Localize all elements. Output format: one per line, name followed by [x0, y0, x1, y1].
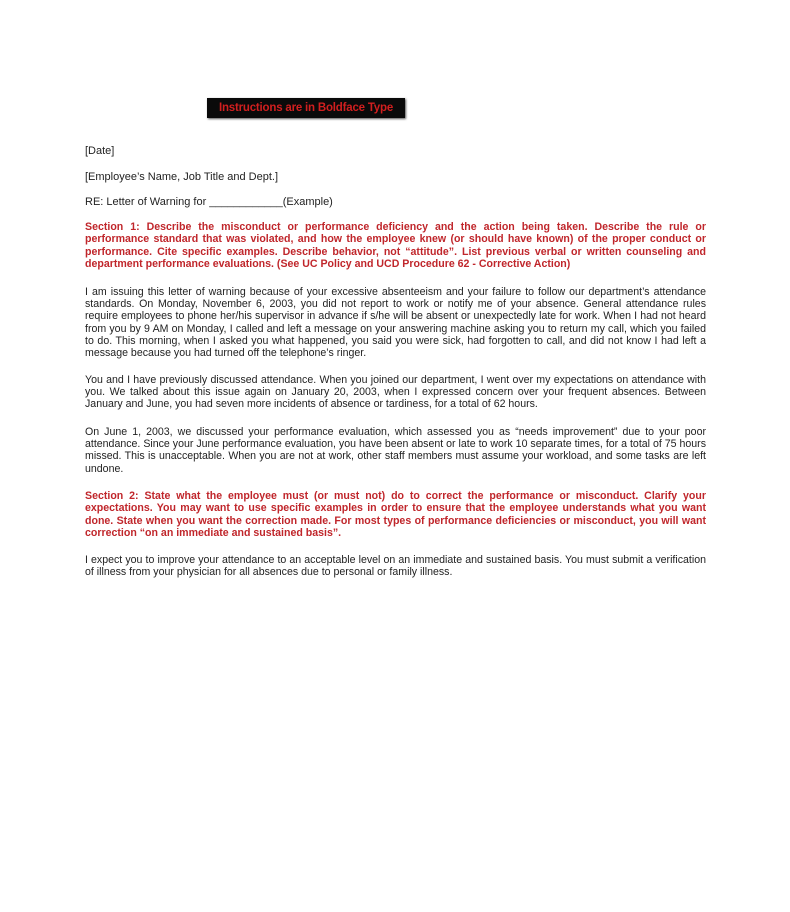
date-placeholder: [Date] [85, 145, 115, 157]
body-paragraph-3: On June 1, 2003, we discussed your performance evaluation, which assessed you as “needs improvement” due to your poor attendance. Since your June performance evaluation, you have been absent or late to work 10 separate times, for a total of 75 hours missed. This is unacceptable. When you are not at work, other staff members must assume your workload, and some tasks are left undone. [85, 426, 706, 475]
re-line: RE: Letter of Warning for ____________(Example) [85, 196, 333, 208]
instructions-banner: Instructions are in Boldface Type [207, 98, 405, 118]
body-paragraph-2: You and I have previously discussed attendance. When you joined our department, I went over my expectations on attendance with you. We talked about this issue again on January 20, 2003, when I expressed concern over your frequent absences. Between January and June, you had seven more incidents of absence or tardiness, for a total of 62 hours. [85, 374, 706, 411]
section1-instructions: Section 1: Describe the misconduct or performance deficiency and the action being taken. Describe the rule or performance standard that was violated, and how the employee knew (or should have known) of the proper conduct or performance. Cite specific examples. Describe behavior, not “attitude”. List previous verbal or written counseling and department performance evaluations. (See UC Policy and UCD Procedure 62 - Corrective Action) [85, 221, 706, 270]
employee-placeholder: [Employee’s Name, Job Title and Dept.] [85, 171, 279, 183]
section2-instructions: Section 2: State what the employee must (or must not) do to correct the performance or misconduct. Clarify your expectations. You may want to use specific examples in order to ensure that the employee understands what you want done. State when you want the correction made. For most types of performance deficiencies or misconduct, you will want correction “on an immediate and sustained basis”. [85, 490, 706, 539]
closing-paragraph: I expect you to improve your attendance to an acceptable level on an immediate and sustained basis. You must submit a verification of illness from your physician for all absences due to personal or family illness. [85, 554, 706, 579]
body-paragraph-1: I am issuing this letter of warning because of your excessive absenteeism and your failure to follow our department’s attendance standards. On Monday, November 6, 2003, you did not report to work or notify me of your absence. General attendance rules require employees to phone her/his supervisor in advance if s/he will be absent or unexpectedly late for work. When I had not heard from you by 9 AM on Monday, I called and left a message on your answering machine asking you to return my call, which you failed to do. This morning, when I asked you what happened, you said you were sick, had forgotten to call, and did not know I had left a message because you had turned off the telephone’s ringer. [85, 286, 706, 360]
